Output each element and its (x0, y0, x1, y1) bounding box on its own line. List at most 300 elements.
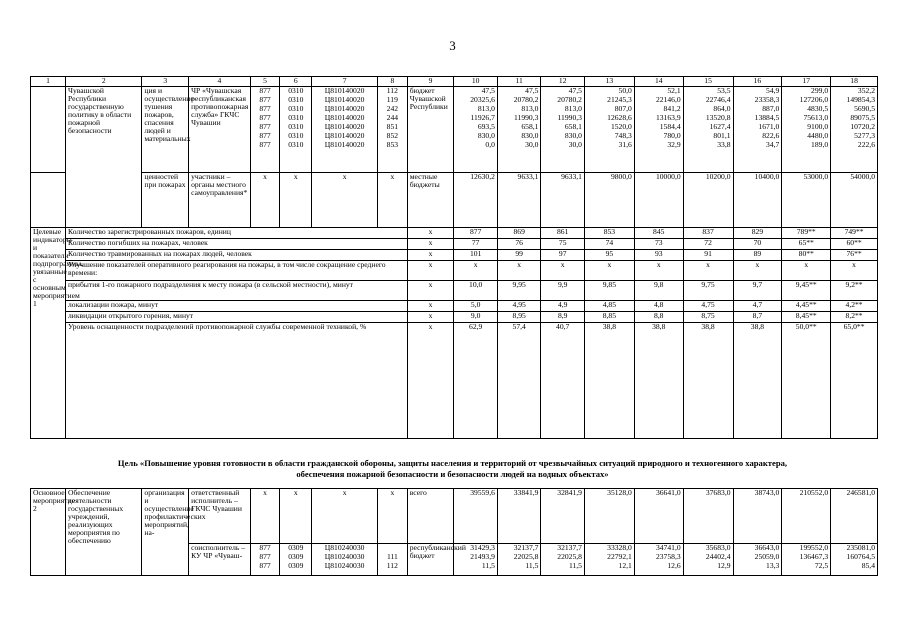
column-number: 14 (634, 77, 683, 87)
indicator-value: 60** (831, 239, 878, 250)
indicator-value: 5,0 (454, 301, 498, 312)
code-cell: x (280, 173, 312, 228)
activity-2-table (30, 488, 878, 576)
indicator-value: x (541, 261, 585, 281)
indicator-value: 4,8 (634, 301, 683, 312)
indicator-row (31, 239, 878, 250)
cell-value: 11990,3 (514, 113, 539, 122)
column-number: 17 (782, 77, 831, 87)
cell-value: Ц810140020 (324, 131, 365, 140)
indicator-name: Количество зарегистрированных пожаров, единиц (66, 228, 408, 239)
cell-value: 352,2 (857, 86, 875, 95)
amount-cell: 9800,0 (584, 173, 634, 228)
cell-value: Ц810140020 (324, 86, 365, 95)
cell-value: 22025,8 (513, 552, 539, 561)
indicator-marker: x (407, 239, 454, 250)
amount-column (782, 544, 831, 576)
amount-column (454, 87, 498, 173)
code-cell: x (312, 489, 378, 544)
indicator-value: 8,9 (541, 312, 585, 323)
activity-total-row (31, 489, 878, 544)
cell-value: 0310 (288, 95, 304, 104)
header-row (31, 77, 878, 87)
cell-value: 52,1 (667, 86, 681, 95)
amount-column (782, 87, 831, 173)
cell-value: 813,0 (564, 104, 582, 113)
responsible-executor: ответственный исполнитель – ГКЧС Чувашии (189, 489, 251, 544)
cell-value: 0309 (288, 561, 304, 570)
co-executor: соисполнитель – КУ ЧР «Чуваш- (189, 544, 251, 576)
indicator-value: x (733, 261, 782, 281)
indicator-value: 50,0** (782, 323, 831, 439)
indicator-name: Улучшение показателей оперативного реагирования на пожары, в том числе сокращение среднего времени: (66, 261, 408, 281)
cell-value: 11990,3 (557, 113, 582, 122)
indicator-value: 4,45** (782, 301, 831, 312)
indicator-value: 4,85 (584, 301, 634, 312)
amount-column (497, 544, 541, 576)
activity-description: организация и осуществление профилактических мероприятий, на- (142, 489, 189, 576)
indicator-value: 38,8 (683, 323, 733, 439)
empty-cell (31, 173, 66, 228)
cell-value: 47,5 (481, 86, 495, 95)
code-column (312, 87, 378, 173)
cell-value: 23758,3 (655, 552, 681, 561)
cell-value: Ц810140020 (324, 95, 365, 104)
indicator-value: 8,95 (497, 312, 541, 323)
indicator-value: 40,7 (541, 323, 585, 439)
cell-value: 20780,2 (513, 95, 539, 104)
column-number: 5 (250, 77, 280, 87)
cell-value: 830,0 (521, 131, 539, 140)
column-number: 1 (31, 77, 66, 87)
cell-value: 160764,5 (846, 552, 875, 561)
cell-value: 0310 (288, 131, 304, 140)
indicator-value: 95 (584, 250, 634, 261)
code-cell: x (250, 173, 280, 228)
amount-column (541, 544, 585, 576)
cell-value: 813,0 (521, 104, 539, 113)
indicator-row (31, 323, 878, 439)
cell-value: 0309 (288, 543, 304, 552)
page-number: 3 (449, 38, 456, 53)
cell-value: 32137,7 (557, 543, 582, 552)
cell-value: 222,6 (857, 140, 875, 149)
code-column (280, 544, 312, 576)
indicator-value: 877 (454, 228, 498, 239)
indicator-value: 9,75 (683, 281, 733, 301)
budget-row-local (31, 173, 878, 228)
cell-value: 801,1 (713, 131, 731, 140)
indicator-value: 9,2** (831, 281, 878, 301)
column-number: 18 (831, 77, 878, 87)
cell-value: 877 (259, 552, 271, 561)
cell-value: 9100,0 (807, 122, 829, 131)
amount-column (541, 87, 585, 173)
cell-value: 877 (259, 122, 271, 131)
cell-value: 47,5 (568, 86, 582, 95)
amount-cell: 36641,0 (634, 489, 683, 544)
indicator-value: 101 (454, 250, 498, 261)
indicator-value: 57,4 (497, 323, 541, 439)
cell-value: 877 (259, 113, 271, 122)
cell-value: 12,1 (618, 561, 632, 570)
goal-heading: Цель «Повышение уровня готовности в области гражданской обороны, защиты населения и территорий от чрезвычайных ситуаций природного и техногенного характера, обеспечения пожарной безопасности и безопасности людей на водных объектах» (117, 458, 788, 479)
amount-cell: 210552,0 (782, 489, 831, 544)
indicator-value: 9,95 (497, 281, 541, 301)
cell-value: Ц810140020 (324, 122, 365, 131)
indicator-value: 9,7 (733, 281, 782, 301)
code-column (250, 544, 280, 576)
cell-value: Ц810240030 (324, 561, 365, 570)
amount-cell: 35128,0 (584, 489, 634, 544)
indicator-value: 73 (634, 239, 683, 250)
amount-column (683, 87, 733, 173)
column-number: 13 (584, 77, 634, 87)
measure-description: ция и осуществление тушения пожаров, спасения людей и материальных (142, 87, 189, 173)
indicator-value: 76** (831, 250, 878, 261)
indicator-marker: x (407, 228, 454, 239)
indicator-name: Уровень оснащенности подразделений противопожарной службы современной техникой, % (66, 323, 408, 439)
indicator-row (31, 228, 878, 239)
cell-value: 693,5 (477, 122, 495, 131)
column-number: 4 (189, 77, 251, 87)
amount-cell: 9633,1 (497, 173, 541, 228)
cell-value: 0310 (288, 86, 304, 95)
amount-cell: 39559,6 (454, 489, 498, 544)
cell-value: 11,5 (525, 561, 539, 570)
cell-value: 13884,5 (754, 113, 780, 122)
indicator-value: 8,8 (634, 312, 683, 323)
code-column (378, 544, 408, 576)
amount-column (831, 87, 878, 173)
indicator-value: 65** (782, 239, 831, 250)
indicator-value: x (454, 261, 498, 281)
amount-column (831, 544, 878, 576)
amount-column (634, 87, 683, 173)
cell-value: 877 (259, 104, 271, 113)
indicator-value: 837 (683, 228, 733, 239)
cell-value: Ц810240030 (324, 543, 365, 552)
cell-value: 30,0 (525, 140, 539, 149)
amount-column (683, 544, 733, 576)
cell-value: 4480,0 (807, 131, 829, 140)
indicator-value: 861 (541, 228, 585, 239)
indicator-value: 845 (634, 228, 683, 239)
cell-value: 23358,3 (754, 95, 780, 104)
cell-value: 877 (259, 140, 271, 149)
indicator-value: 89 (733, 250, 782, 261)
indicator-value: 10,0 (454, 281, 498, 301)
cell-value: 22146,0 (655, 95, 681, 104)
indicator-value: 70 (733, 239, 782, 250)
cell-value: 887,0 (762, 104, 780, 113)
code-cell: x (250, 489, 280, 544)
column-number: 2 (66, 77, 142, 87)
code-cell: x (378, 489, 408, 544)
indicator-value: 869 (497, 228, 541, 239)
indicator-value: 789** (782, 228, 831, 239)
indicator-value: 77 (454, 239, 498, 250)
cell-value: 47,5 (525, 86, 539, 95)
cell-value: 841,2 (663, 104, 681, 113)
cell-value: 32137,7 (513, 543, 539, 552)
cell-value: 35683,0 (705, 543, 731, 552)
indicator-value: 38,8 (584, 323, 634, 439)
column-number: 15 (683, 77, 733, 87)
cell-value: 112 (386, 561, 398, 570)
code-cell: x (378, 173, 408, 228)
cell-value: 33,8 (717, 140, 731, 149)
indicator-marker: x (407, 301, 454, 312)
cell-value: 22792,1 (607, 552, 632, 561)
cell-value: 10720,2 (850, 122, 875, 131)
indicator-name: Количество погибших на пожарах, человек (66, 239, 408, 250)
cell-value: 149854,3 (846, 95, 875, 104)
cell-value: 0310 (288, 113, 304, 122)
cell-value: 853 (386, 140, 399, 149)
cell-value: 30,0 (568, 140, 582, 149)
funding-source: бюджет Чувашской Республики (407, 87, 454, 173)
cell-value: 127206,0 (799, 95, 829, 104)
activity-name: Обеспечение деятельности государственных учреждений, реализующих мероприятия по обеспечению (66, 489, 142, 576)
empty-cell (31, 87, 66, 173)
funding-source: всего (407, 489, 454, 544)
code-cell: x (280, 489, 312, 544)
indicator-row (31, 261, 878, 281)
cell-value: 244 (386, 113, 399, 122)
cell-value: 11,5 (481, 561, 495, 570)
cell-value: 748,3 (614, 131, 632, 140)
cell-value: 813,0 (477, 104, 495, 113)
cell-value: 0310 (288, 122, 304, 131)
column-number: 12 (541, 77, 585, 87)
column-number: 8 (378, 77, 408, 87)
cell-value: 22025,8 (557, 552, 582, 561)
cell-value: 658,1 (564, 122, 582, 131)
measure-description: ценностей при пожарах (142, 173, 189, 228)
cell-value: 780,0 (663, 131, 681, 140)
cell-value: 25059,0 (754, 552, 780, 561)
indicator-row (31, 301, 878, 312)
amount-cell: 37683,0 (683, 489, 733, 544)
amount-cell: 33841,9 (497, 489, 541, 544)
indicator-value: 4,7 (733, 301, 782, 312)
indicator-value: x (782, 261, 831, 281)
indicator-value: 4,9 (541, 301, 585, 312)
cell-value: 864,0 (713, 104, 731, 113)
cell-value: 12628,6 (607, 113, 632, 122)
cell-value: 852 (386, 131, 399, 140)
indicator-row (31, 312, 878, 323)
cell-value: 89075,5 (850, 113, 875, 122)
cell-value: 877 (259, 95, 271, 104)
cell-value: 1520,0 (610, 122, 632, 131)
cell-value: 13163,9 (655, 113, 681, 122)
indicator-value: 9,9 (541, 281, 585, 301)
cell-value: 877 (259, 561, 271, 570)
cell-value: 24402,4 (705, 552, 731, 561)
cell-value: 299,0 (811, 86, 829, 95)
cell-value: 0310 (288, 140, 304, 149)
indicator-value: 91 (683, 250, 733, 261)
cell-value: 12,6 (667, 561, 681, 570)
indicator-marker: x (407, 281, 454, 301)
amount-cell: 10400,0 (733, 173, 782, 228)
indicator-value: 4,2** (831, 301, 878, 312)
indicator-value: 829 (733, 228, 782, 239)
amount-column (733, 544, 782, 576)
code-column (312, 544, 378, 576)
code-column (280, 87, 312, 173)
indicator-row (31, 250, 878, 261)
cell-value: 22746,4 (705, 95, 731, 104)
cell-value: Ц810140020 (324, 113, 365, 122)
cell-value: 0,0 (485, 140, 495, 149)
indicator-value: 749** (831, 228, 878, 239)
indicator-value: x (634, 261, 683, 281)
indicator-value: 9,8 (634, 281, 683, 301)
amount-column (584, 544, 634, 576)
indicator-value: 9,45** (782, 281, 831, 301)
cell-value: 1671,0 (758, 122, 780, 131)
cell-value: Ц810140020 (324, 140, 365, 149)
cell-value: 136467,3 (799, 552, 829, 561)
cell-value: 877 (259, 543, 271, 552)
amount-cell: 54000,0 (831, 173, 878, 228)
indicator-marker: x (407, 323, 454, 439)
cell-value: 11,5 (568, 561, 582, 570)
indicator-name: Количество травмированных на пожарах людей, человек (66, 250, 408, 261)
indicator-value: 8,85 (584, 312, 634, 323)
cell-value: Ц810140020 (324, 104, 365, 113)
amount-cell: 38743,0 (733, 489, 782, 544)
amount-cell: 12630,2 (454, 173, 498, 228)
cell-value: 112 (386, 86, 398, 95)
cell-value: 1627,4 (709, 122, 731, 131)
indicator-value: 72 (683, 239, 733, 250)
code-column (378, 87, 408, 173)
cell-value: 12,9 (717, 561, 731, 570)
indicator-value: 9,85 (584, 281, 634, 301)
cell-value: 658,1 (521, 122, 539, 131)
cell-value: 877 (259, 86, 271, 95)
amount-cell: 53000,0 (782, 173, 831, 228)
cell-value: 5277,3 (854, 131, 875, 140)
indicator-value: x (831, 261, 878, 281)
amount-cell: 10000,0 (634, 173, 683, 228)
cell-value: 13,3 (766, 561, 780, 570)
cell-value: 189,0 (811, 140, 829, 149)
code-column (250, 87, 280, 173)
executor: ЧР «Чувашская республиканская противопожарная служба» ГКЧС Чувашии (189, 87, 251, 173)
cell-value: 1584,4 (659, 122, 681, 131)
cell-value: 0309 (288, 552, 304, 561)
amount-column (584, 87, 634, 173)
code-cell: x (312, 173, 378, 228)
cell-value: 33328,0 (607, 543, 632, 552)
cell-value: 32,9 (667, 140, 681, 149)
funding-source: республиканский бюджет (407, 544, 454, 576)
column-number: 9 (407, 77, 454, 87)
amount-cell: 246581,0 (831, 489, 878, 544)
cell-value: 4830,5 (807, 104, 829, 113)
cell-value: 75613,0 (803, 113, 829, 122)
indicator-name: локализации пожара, минут (66, 301, 408, 312)
indicator-value: 8,7 (733, 312, 782, 323)
amount-column (497, 87, 541, 173)
activity-label: Основное мероприятие 2 (31, 489, 66, 576)
amount-cell: 32841,9 (541, 489, 585, 544)
cell-value: 877 (259, 131, 271, 140)
indicator-marker: x (407, 261, 454, 281)
indicator-value: 4,75 (683, 301, 733, 312)
cell-value: 21245,3 (607, 95, 632, 104)
cell-value: 851 (386, 122, 399, 131)
cell-value: 5690,5 (854, 104, 875, 113)
column-number: 16 (733, 77, 782, 87)
indicator-value: 99 (497, 250, 541, 261)
cell-value: 13520,8 (705, 113, 731, 122)
indicator-value: 65,0** (831, 323, 878, 439)
indicator-value: x (497, 261, 541, 281)
amount-cell: 10200,0 (683, 173, 733, 228)
indicator-value: 80** (782, 250, 831, 261)
cell-value: Ц810240030 (324, 552, 365, 561)
amount-cell: 9633,1 (541, 173, 585, 228)
indicators-label: Целевые индикаторы и показатели подпрограммы, увязанные с основным мероприятием 1 (31, 228, 66, 439)
cell-value: 34741,0 (655, 543, 681, 552)
column-number: 6 (280, 77, 312, 87)
indicator-value: x (584, 261, 634, 281)
cell-value: 34,7 (766, 140, 780, 149)
indicator-value: 853 (584, 228, 634, 239)
main-table (30, 76, 878, 439)
measure-name: Чувашской Республики государственную политику в области пожарной безопасности (66, 87, 142, 228)
column-number: 10 (454, 77, 498, 87)
cell-value: 822,6 (762, 131, 780, 140)
cell-value: 20325,6 (470, 95, 495, 104)
cell-value: 830,0 (477, 131, 495, 140)
indicator-value: x (683, 261, 733, 281)
indicator-name: прибытия 1-го пожарного подразделения к месту пожара (в сельской местности), минут (66, 281, 408, 301)
budget-row-republic (31, 87, 878, 173)
indicator-value: 93 (634, 250, 683, 261)
indicator-value: 38,8 (634, 323, 683, 439)
indicator-value: 8,75 (683, 312, 733, 323)
column-number: 3 (142, 77, 189, 87)
indicator-value: 8,45** (782, 312, 831, 323)
indicator-value: 74 (584, 239, 634, 250)
cell-value: 20780,2 (557, 95, 582, 104)
cell-value: 31,6 (618, 140, 632, 149)
indicator-marker: x (407, 250, 454, 261)
cell-value: 111 (386, 552, 398, 561)
indicator-row (31, 281, 878, 301)
participants: участники – органы местного самоуправления* (189, 173, 251, 228)
indicator-value: 62,9 (454, 323, 498, 439)
indicator-value: 97 (541, 250, 585, 261)
cell-value: 807,0 (614, 104, 632, 113)
indicator-value: 8,2** (831, 312, 878, 323)
column-number: 7 (312, 77, 378, 87)
cell-value: 235081,0 (846, 543, 875, 552)
cell-value: 53,5 (717, 86, 731, 95)
cell-value: 199552,0 (799, 543, 829, 552)
amount-column (733, 87, 782, 173)
cell-value: 54,9 (766, 86, 780, 95)
indicator-name: ликвидации открытого горения, минут (66, 312, 408, 323)
cell-value: 119 (386, 95, 398, 104)
